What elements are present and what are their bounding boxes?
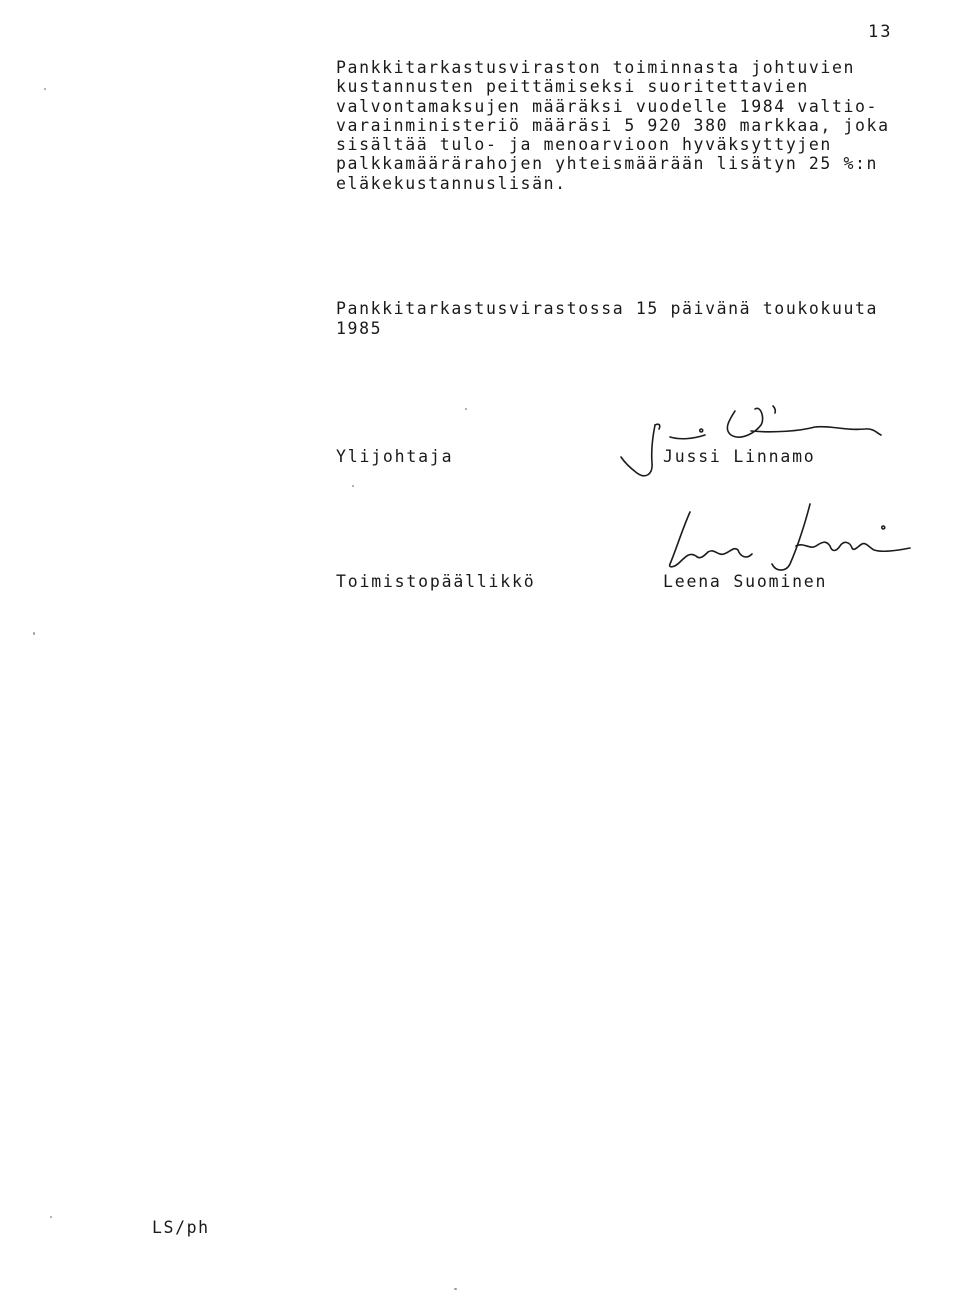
place-date-line: 1985 (336, 319, 383, 338)
paragraph-line: eläkekustannuslisän. (336, 173, 567, 193)
paragraph-line: palkkamäärärahojen yhteismäärään lisätyn 25 %:n (336, 154, 879, 174)
paragraph-line: valvontamaksujen määräksi vuodelle 1984 valtio- (336, 96, 879, 116)
signature-jussi-linnamo (615, 395, 885, 490)
paragraph-line: kustannusten peittämiseksi suoritettavien (336, 77, 809, 97)
scan-speck (44, 88, 46, 90)
body-paragraph (336, 58, 896, 193)
page-number: 13 (868, 22, 893, 42)
signatory-title: Ylijohtaja (336, 447, 454, 466)
scan-speck (33, 632, 35, 635)
place-and-date (336, 299, 896, 339)
signatory-name: Leena Suominen (663, 572, 828, 591)
signatory-name: Jussi Linnamo (663, 447, 816, 466)
scan-speck (454, 1288, 457, 1290)
footer-reference: LS/ph (152, 1218, 210, 1237)
place-date-line: Pankkitarkastusvirastossa 15 päivänä toukokuuta (336, 299, 879, 318)
scan-speck (50, 1216, 52, 1218)
scan-speck (465, 408, 467, 410)
scan-speck (352, 485, 354, 487)
paragraph-line: Pankkitarkastusviraston toiminnasta johtuvien (336, 58, 856, 77)
paragraph-line: sisältää tulo- ja menoarvioon hyväksyttyjen (336, 135, 832, 155)
signature-leena-suominen (640, 490, 920, 575)
signatory-title: Toimistopäällikkö (336, 572, 536, 591)
paragraph-line: varainministeriö määräsi 5 920 380 markkaa, joka (336, 115, 890, 135)
